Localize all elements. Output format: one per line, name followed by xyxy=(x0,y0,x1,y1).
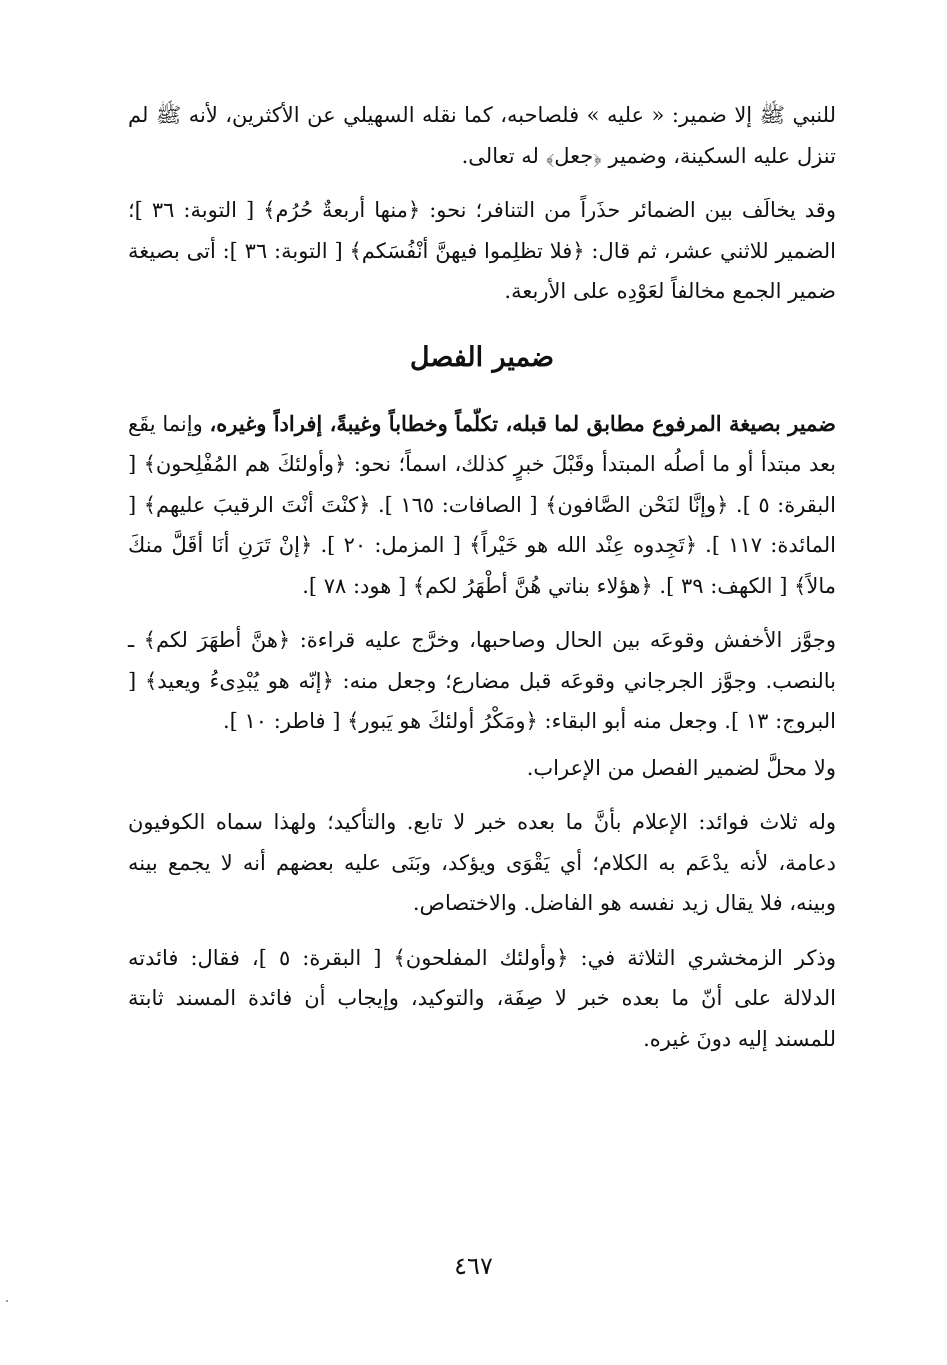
paragraph-intro-1: للنبي ﷺ إلا ضمير: « عليه » فلصاحبه، كما نقله السهيلي عن الأكثرين، لأنه ﷺ لم تنزل عليه السكينة، وضمير ﴿جعل﴾ له تعالى. xyxy=(128,103,836,168)
paragraph-benefits: وله ثلاث فوائد: الإعلام بأنَّ ما بعده خبر لا تابع. والتأكيد؛ ولهذا سماه الكوفيون دعامة، لأنه يدْعَم به الكلام؛ أي يَقْوَى ويؤكد، وبَنَى عليه بعضهم أنه لا يجمع بينه وبينه، فلا يقال زيد نفسه هو الفاضل. والاختصاص. xyxy=(128,810,836,915)
paragraph-definition xyxy=(128,404,836,607)
section-heading: ضمير الفصل xyxy=(409,341,555,373)
page-number: ٤٦٧ xyxy=(454,1252,493,1280)
paragraph-zamakhshari: وذكر الزمخشري الثلاثة في: ﴿وأولئك المفلحون﴾ [ البقرة: ٥ ]، فقال: فائدته الدلالة على أنّ ما بعده خبر لا صِفَة، والتوكيد، وإيجاب أن فائدة المسند ثابتة للمسند إليه دونَ غيره. xyxy=(128,945,836,1051)
definition-rest: وإنما يقَع بعد مبتدأ أو ما أصلُه المبتدأ وقَبْلَ خبرٍ كذلك، اسماً؛ نحو: ﴿وأولئكَ هم المُفْلِحون﴾ [ البقرة: ٥ ]. ﴿وإنَّا لنَحْن الصَّافون﴾ [ الصافات: ١٦٥ ]. ﴿كنْتَ أنْتَ الرقيبَ عليهم﴾ [ المائدة: ١١٧ ]. ﴿تَجِدوه عِنْد الله هو خَيْراً﴾ [ المزمل: ٢٠ ]. ﴿إنْ تَرَنِ أنَا أقَلَّ منكَ مالاً﴾ [ الكهف: ٣٩ ]. ﴿هؤلاء بناتي هُنَّ أطْهَرُ لكم﴾ [ هود: ٧٨ ]. xyxy=(128,411,836,598)
margin-speck xyxy=(6,1300,8,1302)
paragraph-no-case: ولا محلَّ لضمير الفصل من الإعراب. xyxy=(526,755,836,780)
page-body xyxy=(128,95,836,1059)
definition-lead: ضمير بصيغة المرفوع مطابق لما قبله، تكلّماً وخطاباً وغيبةً، إفراداً وغيره، xyxy=(209,410,837,436)
paragraph-akhfash: وجوَّز الأخفش وقوعَه بين الحال وصاحبها، وخرَّج عليه قراءة: ﴿هنَّ أطهَرَ لكم﴾ ـ بالنصب. وجوَّز الجرجاني وقوعَه قبل مضارع؛ وجعل منه: ﴿إنّه هو يُبْدِىءُ ويعيد﴾ [ البروج: ١٣ ]. وجعل منه أبو البقاء: ﴿ومَكْرُ أولئكَ هو يَبور﴾ [ فاطر: ١٠ ]. xyxy=(128,628,836,733)
paragraph-intro-2: وقد يخالَف بين الضمائر حذَراً من التنافر؛ نحو: ﴿منها أربعةٌ حُرُم﴾ [ التوبة: ٣٦ ]؛ الضمير للاثني عشر، ثم قال: ﴿فلا تظلِموا فيهنَّ أنْفُسَكم﴾ [ التوبة: ٣٦ ]: أتى بصيغة ضمير الجمع مخالفاً لعَوْدِه على الأربعة. xyxy=(128,198,836,303)
